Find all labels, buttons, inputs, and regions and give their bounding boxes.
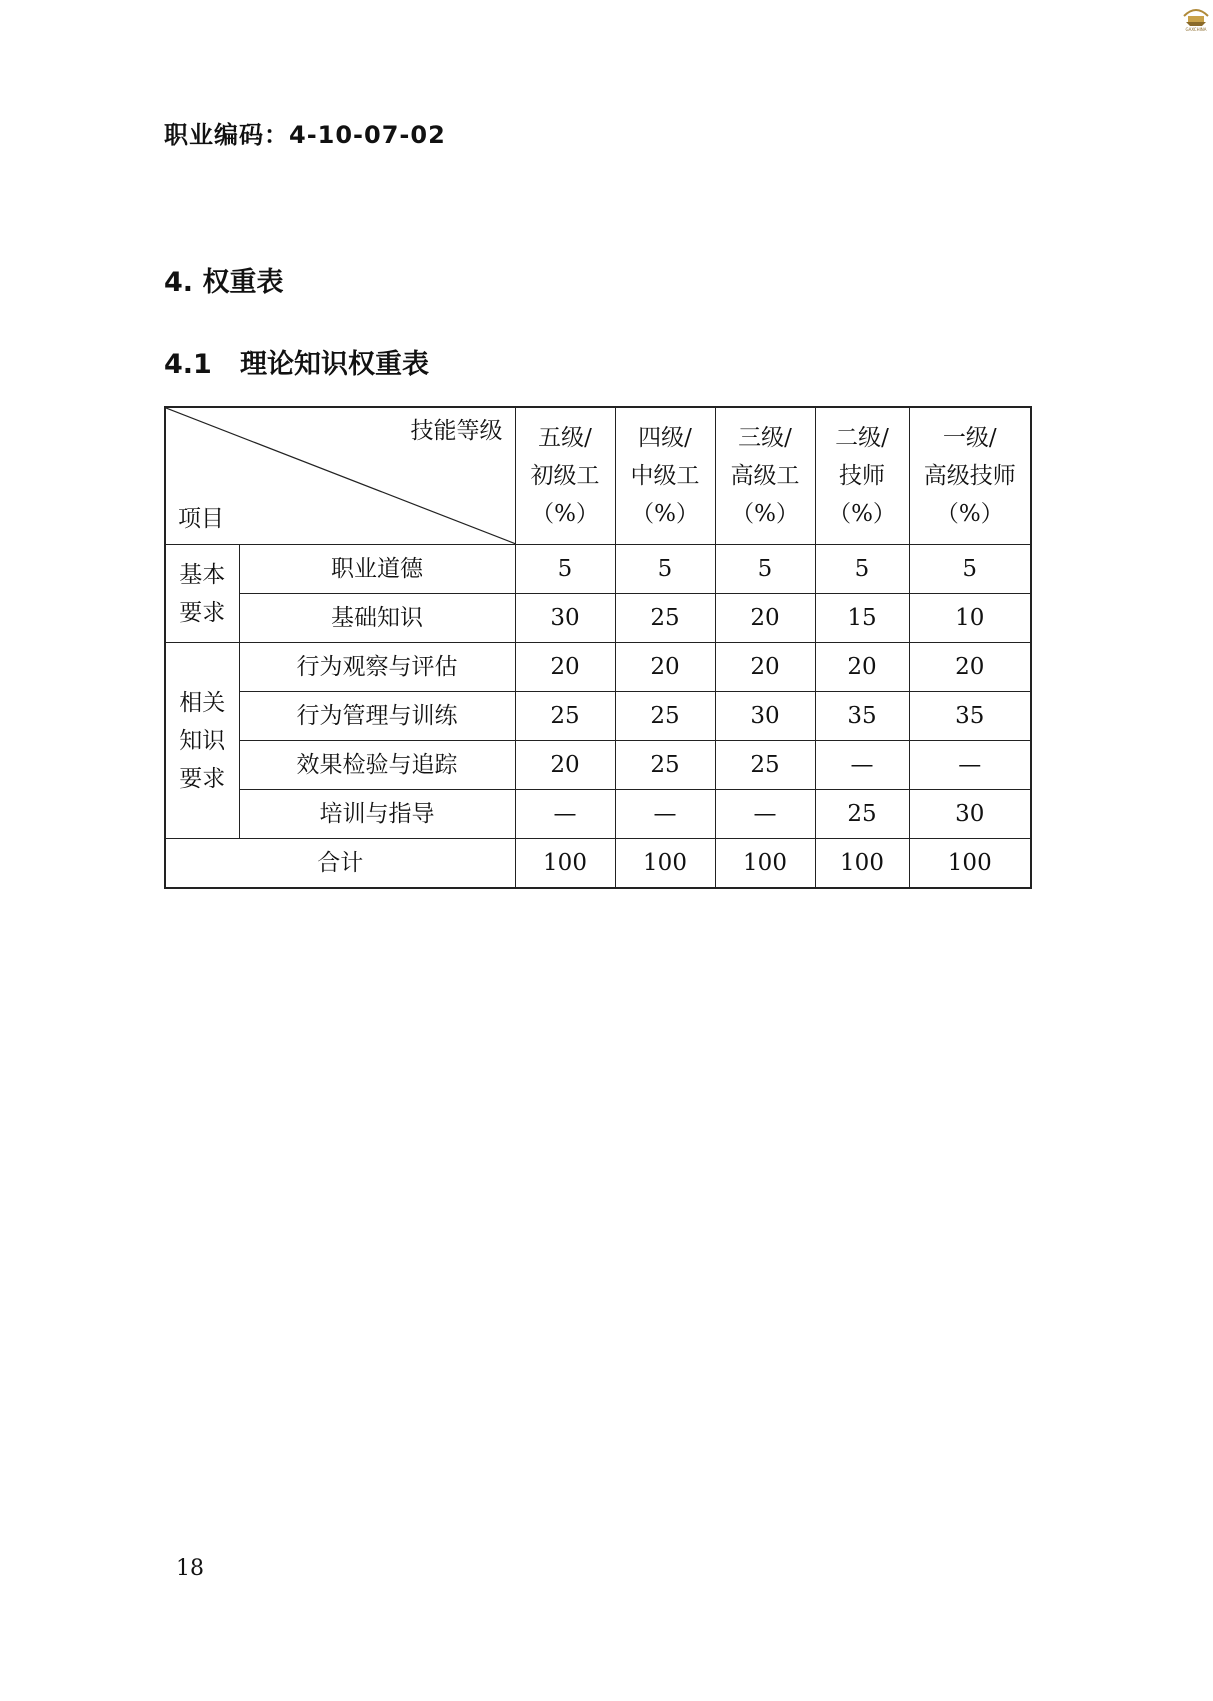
occupation-code-label: 职业编码	[164, 121, 264, 149]
value-cell: 20	[715, 643, 815, 692]
value-cell: —	[909, 741, 1031, 790]
value-cell: 20	[515, 741, 615, 790]
publisher-logo-icon	[1180, 2, 1212, 32]
total-label: 合计	[165, 839, 515, 889]
row-name: 效果检验与追踪	[239, 741, 515, 790]
value-cell: 15	[815, 594, 909, 643]
value-cell: 30	[909, 790, 1031, 839]
row-name: 培训与指导	[239, 790, 515, 839]
value-cell: 35	[909, 692, 1031, 741]
value-cell: —	[715, 790, 815, 839]
value-cell: 5	[615, 545, 715, 594]
row-name: 基础知识	[239, 594, 515, 643]
logo-text: GAXCHINA	[1185, 27, 1207, 32]
table-row	[165, 692, 1031, 741]
subsection-title	[164, 342, 429, 381]
value-cell: 20	[715, 594, 815, 643]
value-cell: 25	[615, 741, 715, 790]
value-cell: 25	[615, 692, 715, 741]
level-header: 一级/ 高级技师 （%）	[909, 407, 1031, 545]
value-cell: 20	[515, 643, 615, 692]
table-row	[165, 594, 1031, 643]
section-title: 4. 权重表	[164, 267, 284, 298]
value-cell: 25	[515, 692, 615, 741]
level-header: 五级/ 初级工 （%）	[515, 407, 615, 545]
group-cell: 基本 要求	[165, 545, 239, 643]
total-row	[165, 839, 1031, 889]
total-value: 100	[815, 839, 909, 889]
subsection-number: 4.1	[164, 349, 212, 380]
value-cell: 25	[815, 790, 909, 839]
total-value: 100	[615, 839, 715, 889]
page-number: 18	[176, 1556, 204, 1581]
value-cell: 5	[815, 545, 909, 594]
value-cell: 5	[715, 545, 815, 594]
value-cell: —	[815, 741, 909, 790]
occupation-code	[164, 115, 446, 150]
value-cell: 30	[715, 692, 815, 741]
value-cell: 35	[815, 692, 909, 741]
occupation-code-value: 4-10-07-02	[289, 121, 446, 149]
total-value: 100	[715, 839, 815, 889]
value-cell: 10	[909, 594, 1031, 643]
table-row	[165, 790, 1031, 839]
value-cell: 5	[909, 545, 1031, 594]
level-header: 三级/ 高级工 （%）	[715, 407, 815, 545]
value-cell: —	[515, 790, 615, 839]
value-cell: —	[615, 790, 715, 839]
value-cell: 20	[615, 643, 715, 692]
diagonal-header-cell	[165, 407, 515, 545]
row-name: 行为管理与训练	[239, 692, 515, 741]
value-cell: 25	[615, 594, 715, 643]
weight-table	[164, 406, 1032, 889]
table-header-row	[165, 407, 1031, 545]
value-cell: 30	[515, 594, 615, 643]
level-header: 四级/ 中级工 （%）	[615, 407, 715, 545]
level-header: 二级/ 技师 （%）	[815, 407, 909, 545]
row-name: 行为观察与评估	[239, 643, 515, 692]
total-value: 100	[909, 839, 1031, 889]
value-cell: 25	[715, 741, 815, 790]
subsection-label: 理论知识权重表	[240, 349, 429, 380]
occupation-code-separator: ：	[264, 121, 289, 149]
publisher-logo	[1180, 2, 1212, 32]
total-value: 100	[515, 839, 615, 889]
corner-skill-label: 技能等级	[410, 418, 503, 444]
table-row	[165, 643, 1031, 692]
corner-item-label: 项目	[178, 506, 224, 532]
table-row	[165, 545, 1031, 594]
value-cell: 5	[515, 545, 615, 594]
value-cell: 20	[815, 643, 909, 692]
group-cell: 相关 知识 要求	[165, 643, 239, 839]
row-name: 职业道德	[239, 545, 515, 594]
value-cell: 20	[909, 643, 1031, 692]
table-row	[165, 741, 1031, 790]
